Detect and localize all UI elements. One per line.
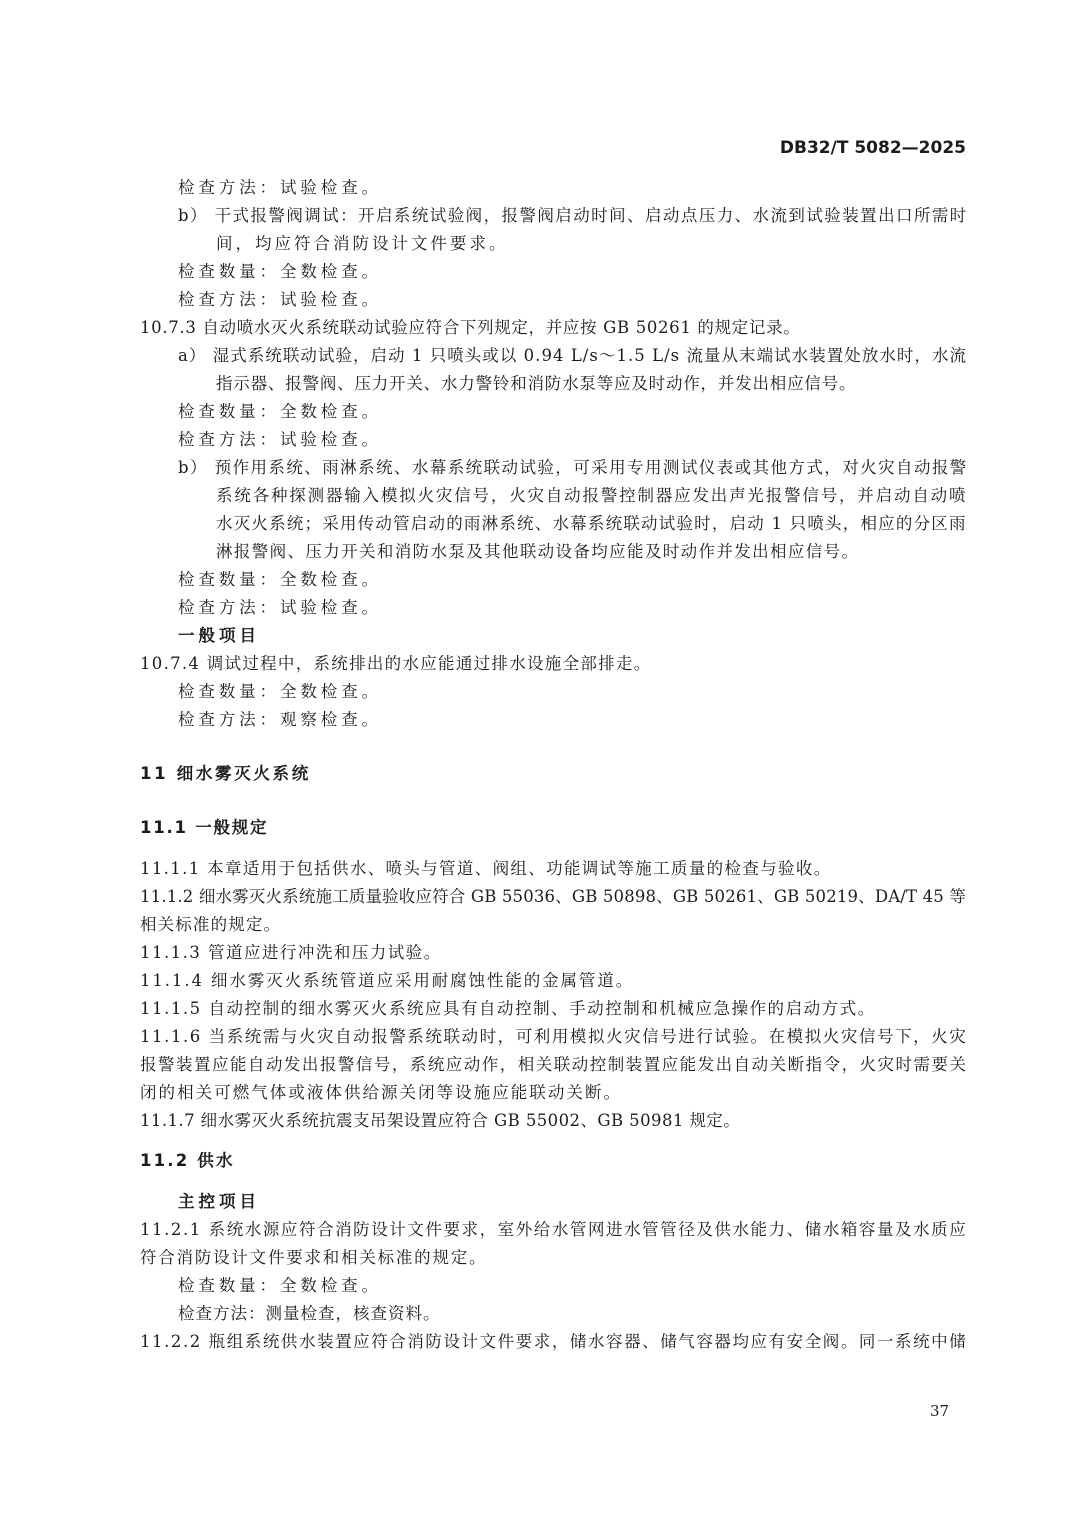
- text-line: 报警装置应能自动发出报警信号，系统应动作，相关联动控制装置应能发出自动关断指令，火灾时需要关: [140, 1055, 968, 1074]
- text-line: 符合消防设计文件要求和相关标准的规定。: [140, 1248, 488, 1267]
- text-line: 指示器、报警阀、压力开关、水力警铃和消防水泵等应及时动作，并发出相应信号。: [216, 374, 857, 393]
- section-heading: 一般项目: [178, 626, 260, 645]
- text-line: 10.7.3 自动喷水灭火系统联动试验应符合下列规定，并应按 GB 50261 的规定记录。: [140, 318, 801, 337]
- text-line: 检查方法：试验检查。: [178, 598, 382, 617]
- text-line: 11.1.2 细水雾灭火系统施工质量验收应符合 GB 55036、GB 50898、GB 50261、GB 50219、DA/T 45 等: [140, 887, 966, 906]
- section-heading: 11 细水雾灭火系统: [140, 764, 311, 783]
- page-number: 37: [930, 1402, 950, 1420]
- section-heading: 11.2 供水: [140, 1151, 235, 1170]
- text-line: 检查方法：试验检查。: [178, 290, 382, 309]
- text-line: 检查数量：全数检查。: [178, 682, 382, 701]
- text-line: 11.1.1 本章适用于包括供水、喷头与管道、阀组、功能调试等施工质量的检查与验收。: [140, 859, 832, 878]
- text-line: 11.1.7 细水雾灭火系统抗震支吊架设置应符合 GB 55002、GB 50981 规定。: [140, 1111, 741, 1130]
- text-line: 11.2.1 系统水源应符合消防设计文件要求，室外给水管网进水管管径及供水能力、储水箱容量及水质应: [140, 1220, 968, 1239]
- text-line: 间，均应符合消防设计文件要求。: [216, 234, 509, 253]
- text-line: a） 湿式系统联动试验，启动 1 只喷头或以 0.94 L/s～1.5 L/s 流量从末端试水装置处放水时，水流: [178, 346, 968, 365]
- text-line: 系统各种探测器输入模拟火灾信号，火灾自动报警控制器应发出声光报警信号，并启动自动喷: [216, 486, 968, 505]
- standard-code: DB32/T 5082—2025: [779, 138, 966, 158]
- section-heading: 主控项目: [178, 1192, 260, 1211]
- text-line: 11.1.3 管道应进行冲洗和压力试验。: [140, 943, 442, 962]
- text-line: 淋报警阀、压力开关和消防水泵及其他联动设备均应能及时动作并发出相应信号。: [216, 542, 860, 561]
- section-heading: 11.1 一般规定: [140, 818, 269, 837]
- text-line: 检查数量：全数检查。: [178, 402, 382, 421]
- text-line: 11.1.6 当系统需与火灾自动报警系统联动时，可利用模拟火灾信号进行试验。在模拟火灾信号下，火灾: [140, 1027, 968, 1046]
- text-line: 检查方法：试验检查。: [178, 430, 382, 449]
- text-line: 水灭火系统；采用传动管启动的雨淋系统、水幕系统联动试验时，启动 1 只喷头，相应的分区雨: [216, 514, 967, 533]
- text-line: 11.1.4 细水雾灭火系统管道应采用耐腐蚀性能的金属管道。: [140, 971, 635, 990]
- text-line: 检查数量：全数检查。: [178, 570, 382, 589]
- text-line: 11.1.5 自动控制的细水雾灭火系统应具有自动控制、手动控制和机械应急操作的启动方式。: [140, 999, 876, 1018]
- text-line: b） 预作用系统、雨淋系统、水幕系统联动试验，可采用专用测试仪表或其他方式，对火灾自动报警: [178, 458, 968, 477]
- text-line: 检查方法：测量检查，核查资料。: [178, 1304, 441, 1323]
- text-line: 检查数量：全数检查。: [178, 1276, 382, 1295]
- text-line: 11.2.2 瓶组系统供水装置应符合消防设计文件要求，储水容器、储气容器均应有安全阀。同一系统中储: [140, 1332, 968, 1351]
- text-line: 检查方法：观察检查。: [178, 710, 382, 729]
- text-line: 10.7.4 调试过程中，系统排出的水应能通过排水设施全部排走。: [140, 654, 652, 673]
- text-line: 检查数量：全数检查。: [178, 262, 382, 281]
- text-line: 相关标准的规定。: [140, 915, 282, 934]
- text-line: 闭的相关可燃气体或液体供给源关闭等设施应能联动关断。: [140, 1083, 623, 1102]
- text-line: b） 干式报警阀调试：开启系统试验阀，报警阀启动时间、启动点压力、水流到试验装置出口所需时: [178, 206, 968, 225]
- text-line: 检查方法：试验检查。: [178, 178, 382, 197]
